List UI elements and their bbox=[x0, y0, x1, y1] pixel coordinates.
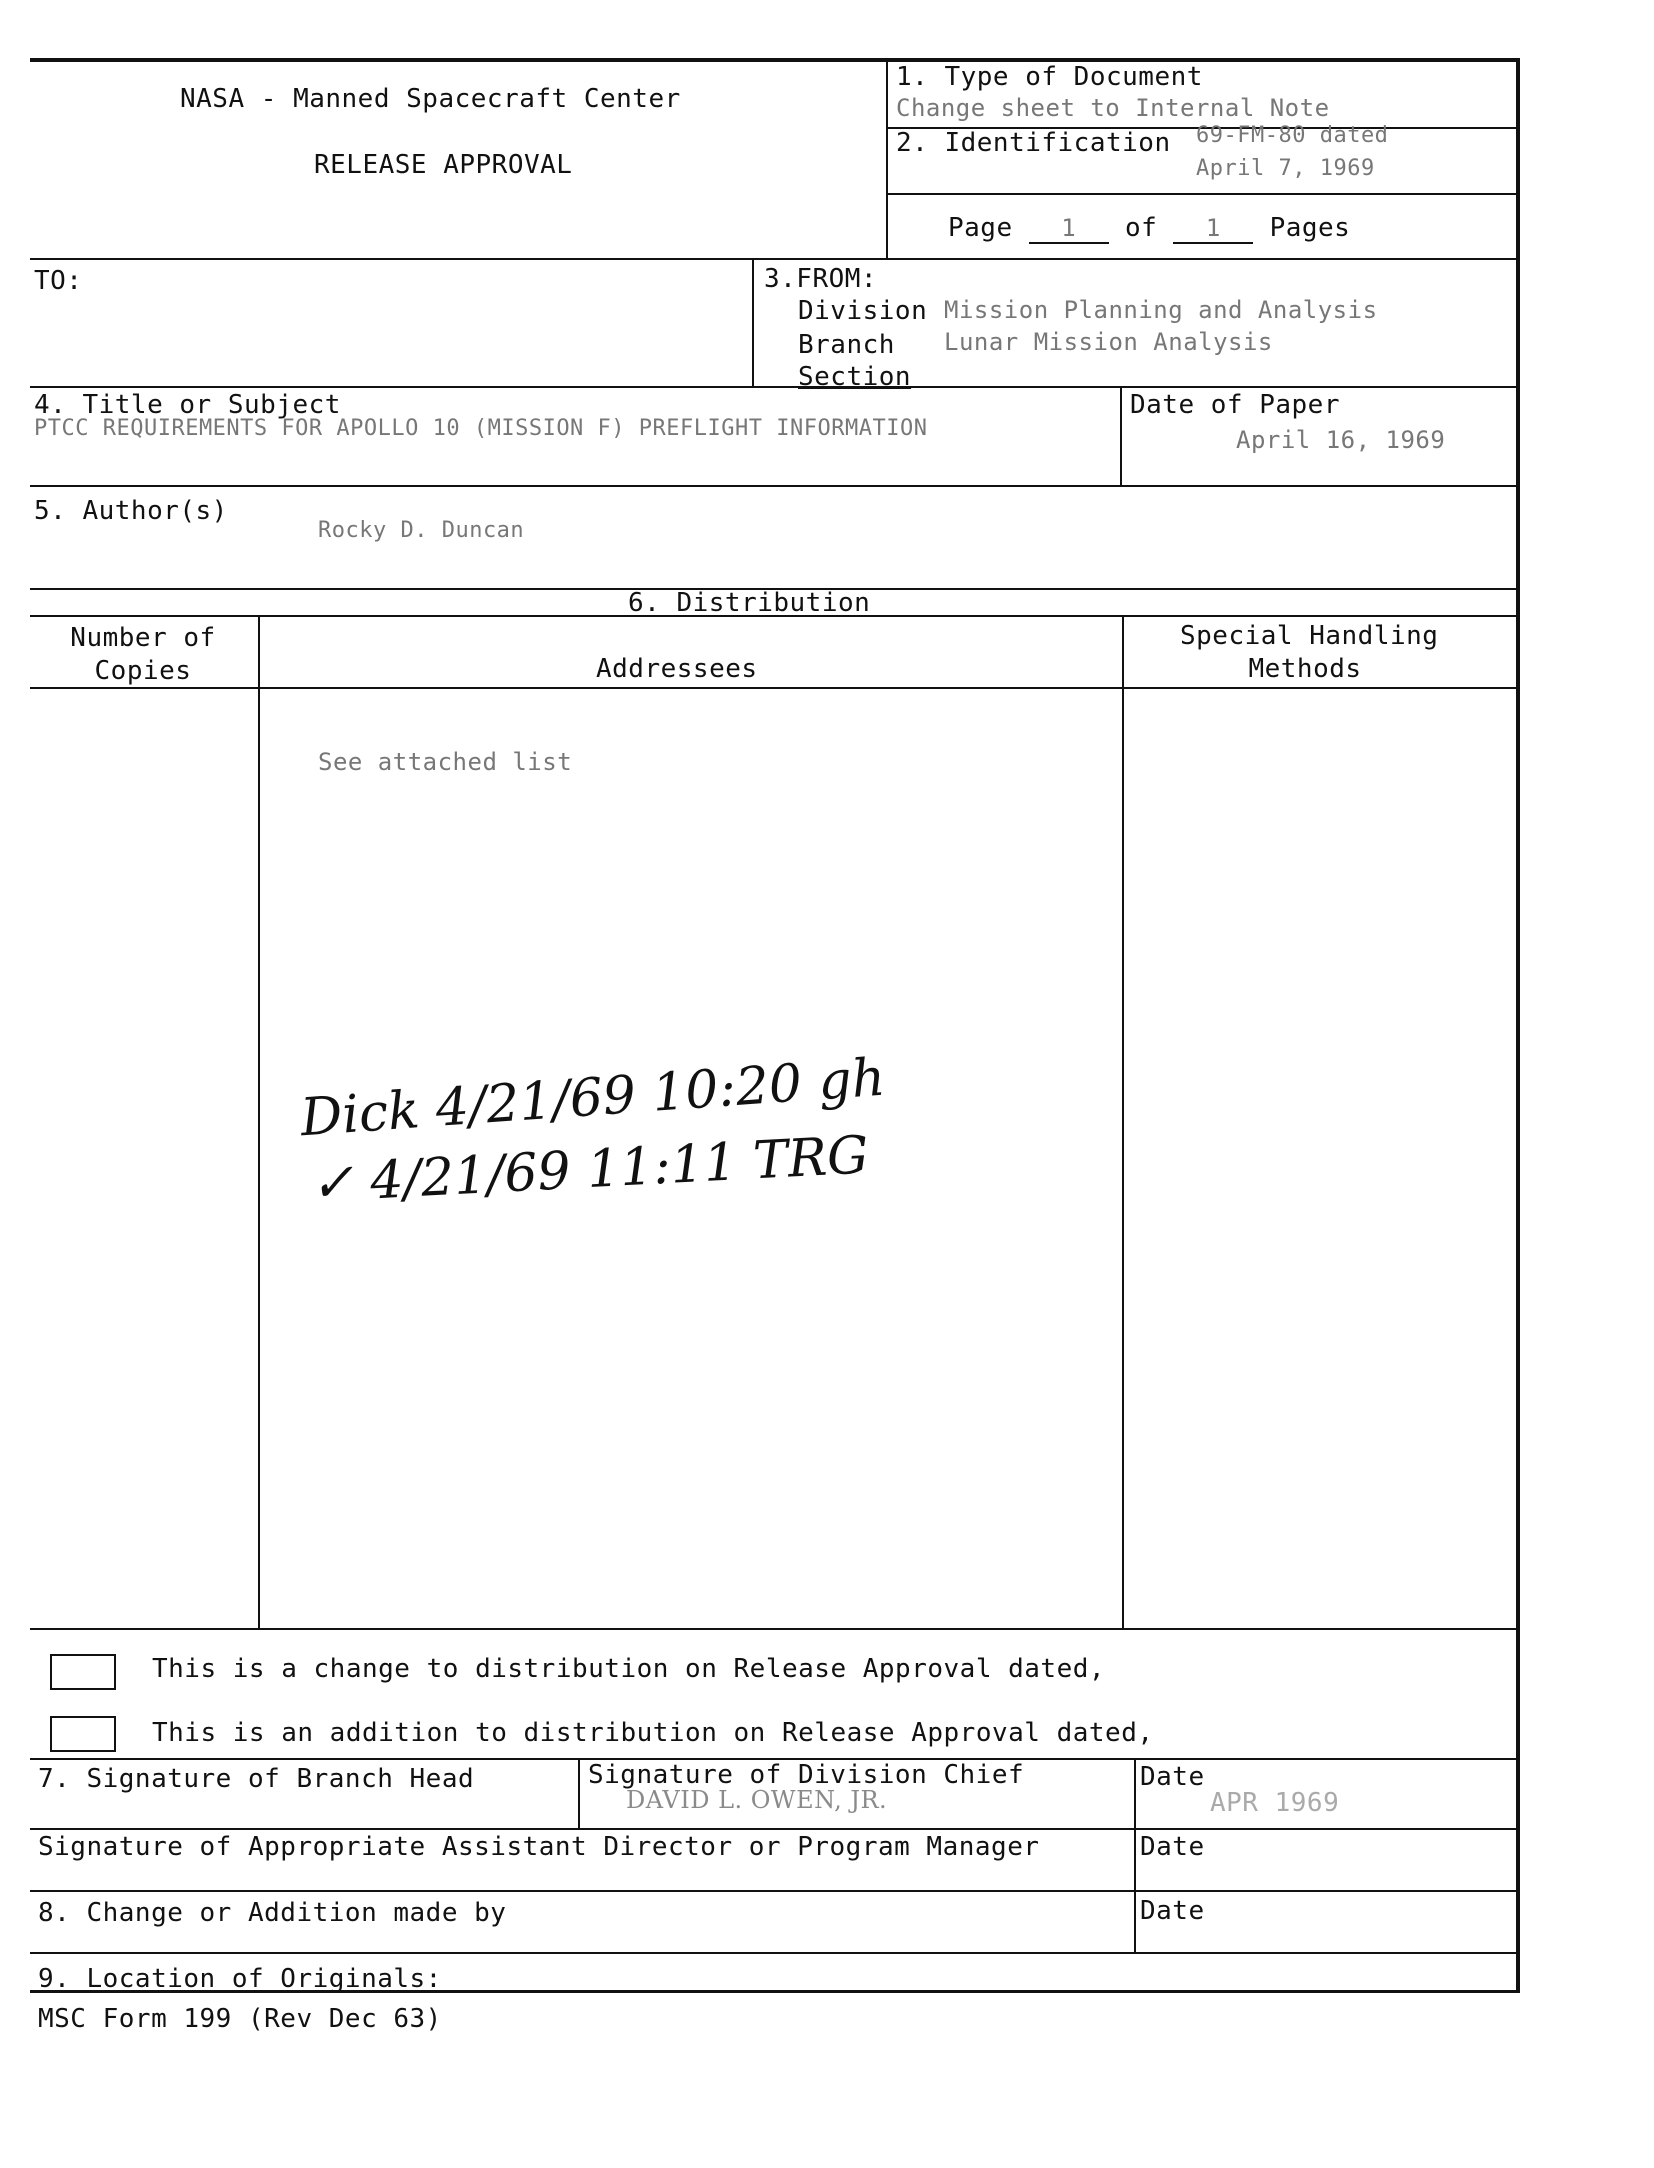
doc-type-value[interactable]: Change sheet to Internal Note bbox=[896, 94, 1330, 122]
rule bbox=[1122, 615, 1124, 1630]
branch-value[interactable]: Lunar Mission Analysis bbox=[944, 328, 1273, 356]
date-label-3: Date bbox=[1140, 1896, 1205, 1926]
handwritten-note-1: Dick 4/21/69 10:20 gh bbox=[298, 1047, 888, 1149]
identification-value[interactable]: 69-FM-80 dated bbox=[1196, 123, 1389, 148]
rule bbox=[258, 615, 260, 1630]
page-number-field[interactable]: 1 bbox=[1029, 214, 1109, 244]
rule bbox=[30, 687, 1520, 689]
authors-label: 5. Author(s) bbox=[34, 496, 228, 526]
total-pages-field[interactable]: 1 bbox=[1173, 214, 1253, 244]
copies-header-line1: Number of bbox=[70, 623, 216, 653]
division-label: Division bbox=[798, 296, 928, 326]
change-distribution-checkbox[interactable] bbox=[50, 1654, 116, 1690]
handling-header-line1: Special Handling bbox=[1180, 621, 1439, 651]
date-label-1: Date bbox=[1140, 1762, 1205, 1792]
assistant-director-signature-label: Signature of Appropriate Assistant Director or Program Manager bbox=[38, 1832, 1040, 1862]
branch-head-signature-label: 7. Signature of Branch Head bbox=[38, 1764, 475, 1794]
of-label: of bbox=[1124, 213, 1158, 243]
title-subject-value[interactable]: PTCC REQUIREMENTS FOR APOLLO 10 (MISSION F) PREFLIGHT INFORMATION bbox=[34, 416, 928, 441]
date-label-2: Date bbox=[1140, 1832, 1205, 1862]
rule bbox=[752, 258, 754, 388]
change-distribution-label: This is a change to distribution on Release Approval dated, bbox=[152, 1654, 1106, 1684]
division-chief-signature-label: Signature of Division Chief bbox=[588, 1760, 1025, 1790]
rule bbox=[30, 1952, 1520, 1954]
rule bbox=[1120, 386, 1122, 486]
addressees-entry[interactable]: See attached list bbox=[318, 748, 573, 776]
rule bbox=[886, 193, 1518, 195]
handling-header bbox=[1180, 620, 1439, 686]
rule bbox=[30, 386, 1520, 388]
identification-label: 2. Identification bbox=[896, 128, 1171, 158]
pages-label: Pages bbox=[1269, 213, 1351, 243]
form-top-border bbox=[30, 58, 1520, 62]
authors-value[interactable]: Rocky D. Duncan bbox=[318, 518, 525, 543]
branch-label: Branch bbox=[798, 330, 895, 360]
copies-header bbox=[58, 622, 228, 688]
rule bbox=[30, 258, 1520, 260]
handwritten-note-2: ✓ 4/21/69 11:11 TRG bbox=[308, 1125, 871, 1215]
division-value[interactable]: Mission Planning and Analysis bbox=[944, 296, 1378, 324]
division-chief-name: DAVID L. OWEN, JR. bbox=[626, 1786, 888, 1814]
addition-distribution-label: This is an addition to distribution on Release Approval dated, bbox=[152, 1718, 1154, 1748]
change-made-by-label: 8. Change or Addition made by bbox=[38, 1898, 507, 1928]
form-right-border bbox=[1516, 58, 1520, 1993]
rule bbox=[1134, 1758, 1136, 1953]
copies-header-line2: Copies bbox=[94, 656, 192, 686]
rule bbox=[30, 1628, 1520, 1630]
identification-date[interactable]: April 7, 1969 bbox=[1196, 156, 1375, 181]
rule bbox=[30, 485, 1520, 487]
page-label: Page bbox=[948, 213, 1013, 243]
title-subject-label: 4. Title or Subject bbox=[34, 390, 341, 420]
header-divider bbox=[886, 58, 888, 258]
to-label: TO: bbox=[34, 266, 83, 296]
location-of-originals-label: 9. Location of Originals: bbox=[38, 1964, 442, 1994]
handling-header-line2: Methods bbox=[1248, 654, 1362, 684]
date-of-paper-label: Date of Paper bbox=[1130, 390, 1340, 420]
org-name: NASA - Manned Spacecraft Center bbox=[180, 84, 681, 114]
form-title: RELEASE APPROVAL bbox=[314, 150, 573, 180]
page-count bbox=[948, 213, 1350, 244]
rule bbox=[30, 1890, 1520, 1892]
rule bbox=[578, 1758, 580, 1830]
form-id: MSC Form 199 (Rev Dec 63) bbox=[38, 2004, 442, 2034]
date-of-paper-value[interactable]: April 16, 1969 bbox=[1236, 426, 1446, 454]
date-stamp: APR 1969 bbox=[1210, 1788, 1340, 1818]
addition-distribution-checkbox[interactable] bbox=[50, 1716, 116, 1752]
section-label: Section bbox=[798, 362, 912, 392]
distribution-label: 6. Distribution bbox=[628, 588, 871, 618]
doc-type-label: 1. Type of Document bbox=[896, 62, 1203, 92]
addressees-header: Addressees bbox=[596, 654, 758, 684]
from-label: 3.FROM: bbox=[764, 264, 878, 294]
rule bbox=[30, 1828, 1520, 1830]
